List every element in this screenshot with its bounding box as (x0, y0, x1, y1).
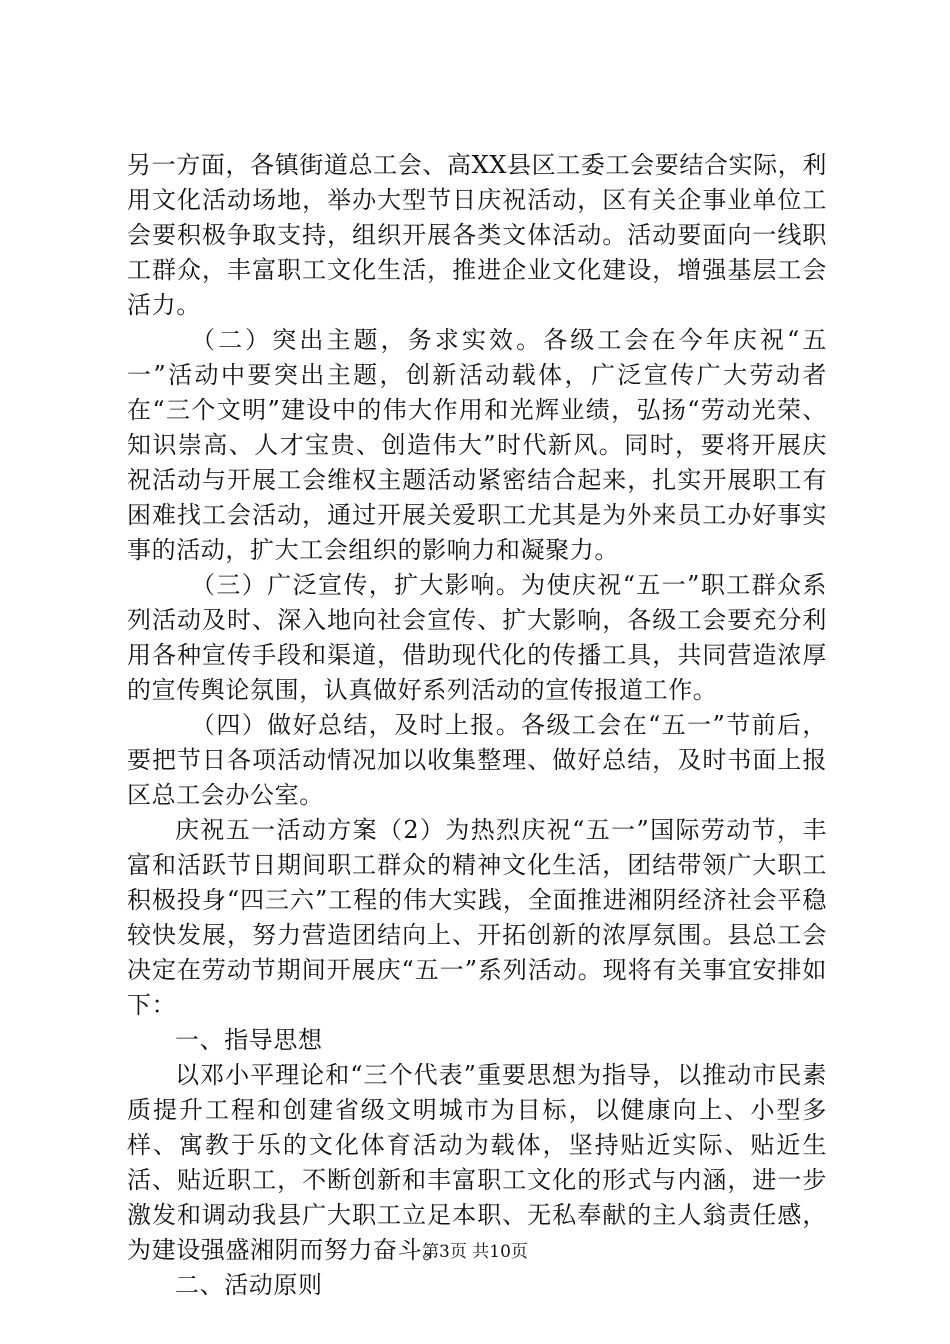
page-number-footer: 第3页 共10页 (422, 1242, 528, 1262)
paragraph-continuation: 另一方面，各镇街道总工会、高XX县区工委工会要结合实际，利用文化活动场地，举办大型节日庆祝活动，区有关企事业单位工会要积极争取支持，组织开展各类文体活动。活动要面向一线职工群众，丰富职工文化生活，推进企业文化建设，增强基层工会活力。 (127, 151, 827, 319)
heading-activity-principles: 二、活动原则 (175, 1271, 323, 1299)
paragraph-guiding-ideology: 以邓小平理论和“三个代表”重要思想为指导，以推动市民素质提升工程和创建省级文明城市为目标，以健康向上、小型多样、寓教于乐的文化体育活动为载体，坚持贴近实际、贴近生活、贴近职工，不断创新和丰富职工文化的形式与内涵，进一步激发和调动我县广大职工立足本职、无私奉献的主人翁责任感，为建设强盛湘阴而努力奋斗。 (127, 1061, 827, 1264)
paragraph-section-3: （三）广泛宣传，扩大影响。为使庆祝“五一”职工群众系列活动及时、深入地向社会宣传、扩大影响，各级工会要充分利用各种宣传手段和渠道，借助现代化的传播工具，共同营造浓厚的宣传舆论氛围，认真做好系列活动的宣传报道工作。 (127, 571, 827, 704)
paragraph-section-2: （二）突出主题，务求实效。各级工会在今年庆祝“五一”活动中要突出主题，创新活动载体，广泛宣传广大劳动者在“三个文明”建设中的伟大作用和光辉业绩，弘扬“劳动光荣、知识崇高、人才宝贵、创造伟大”时代新风。同时，要将开展庆祝活动与开展工会维权主题活动紧密结合起来，扎实开展职工有困难找工会活动，通过开展关爱职工尤其是为外来员工办好事实事的活动，扩大工会组织的影响力和凝聚力。 (127, 326, 827, 564)
heading-guiding-ideology: 一、指导思想 (175, 1026, 323, 1054)
paragraph-section-4: （四）做好总结，及时上报。各级工会在“五一”节前后，要把节日各项活动情况加以收集整理、做好总结，及时书面上报区总工会办公室。 (127, 711, 827, 809)
document-body (127, 148, 827, 1303)
paragraph-plan-2-intro: 庆祝五一活动方案（2）为热烈庆祝“五一”国际劳动节，丰富和活跃节日期间职工群众的精神文化生活，团结带领广大职工积极投身“四三六”工程的伟大实践，全面推进湘阴经济社会平稳较快发展，努力营造团结向上、开拓创新的浓厚氛围。县总工会决定在劳动节期间开展庆“五一”系列活动。现将有关事宜安排如下： (127, 816, 827, 1019)
